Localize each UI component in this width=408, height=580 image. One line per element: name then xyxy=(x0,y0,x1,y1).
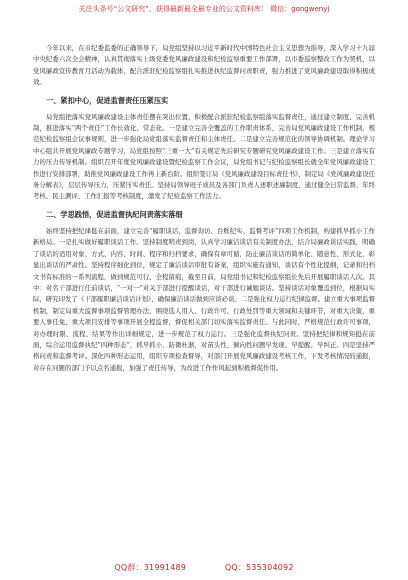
header-banner: 关注头条号“公文研究”，获得最新最全最专业的公文资料库！ 微信：gongwenyj xyxy=(78,5,330,13)
section-heading-2: 二、学思践悟，促进监督执纪问责落实落细 xyxy=(46,209,183,219)
section-2-paragraph: 始终坚持把纪律挺在前面，建立完善“履职谈话、监督询访、台账纪实、监督考评”四项工作机制，构建抓早抓小工作新格局。一是扎实做好履职谈话工作。坚持制度明责到岗，认真学习廉洁谈话有关制度办法，结合局廉政谈话实践，明确了谈话的适用对象、方式、内容、时间、程序和归档要求，确保有章可循，防止廉洁谈话的简单化、随意性、形式化，彰显出谈话的严肃性。坚持程序细化到位，规定了廉洁谈话审批有备案，组织实施有通知，谈话有个性化提纲，记录和归档文书有标准的一系列流程，做到规范可行、全程留痕，截至目前，局党组书记和纪检监察组长先后开展履职谈话人次。其中：对名干部进行任前谈话，“一对一”对关于部进行提醒谈话，对干部进行诫勉谈话。坚持谈话对象覆盖到位，根据局实际，研究印发了《干部履职廉洁谈话计划》，确保廉洁谈话做到应谈必谈。二是强化权力运行纪律监督。建立重大事项监督机制，制定局重大监督事项监督管理办法，围绕选人用人、行政许可、行政处罚等重大领域和关键环节，对重大决策、重要人事任免、重大项目安排等事项开展全程监督，督促相关部门切实落实监督责任。与此同时，严格规范行政许可事项，对办理时限、流程、结果等作出详细规定，进一步规范了权力运行。三是强化监督执纪问责。坚持把纪律和规矩挺在前面，综合运用监督执纪“四种形态”，抓早抓小、防微杜渐，对苗头性、倾向性问题早发现、早提醒、早纠正。四是坚持严格问责和监督考评。深化四种形态运用，组织专项检查督导，对部门开展党风廉政建设考核工作，下发考核情况的通报，对存在问题的部门予以点名通报，加强了责任传导，为改进工作作风起到积极督促作用。 xyxy=(33,226,375,372)
section-heading-1: 一、紧扣中心，促进监督责任压紧压实 xyxy=(46,95,169,105)
section-1-paragraph: 局党组把落实党风廉政建设主体责任摆在突出位置，积极配合派驻纪检监察组落实监督责任，通过建立制度、完善机制，推进落实“两个责任”工作长效化、常态化。一是建立完善全覆盖的工作职责体系，完善局党风廉政建设工作机制，规范纪检监察组会议事规则，进一步强化局党组落实监督责任和主体责任。二是建立完善规范化的领导协调机制。理论学习中心组共开展党风廉政专题学习，局党组按照“三重一大”有关规定先后研究专题研究党风廉政建设工作。三是建立落实有力的压力传导机制。组织召开年度党风廉政建设暨纪检监察工作会议，局党组书记与纪检监察组长就全年党风廉政建设工作进行安排部署，助推党风廉政建设工作再上新台阶。组织签订局《党风廉政建设目标责任书》，制定局《党风廉政建设任务分解表》，层层传导压力，压紧压实责任。坚持局领导班子成员及各部门负责人述职述廉制度，通过健全日常监督、年终考核、民主测评、工作汇报等考核制度，激发了纪检监察工作活力。 xyxy=(33,112,375,201)
document-body xyxy=(33,43,375,374)
footer-qq: QQ：535304092 xyxy=(224,563,294,572)
intro-paragraph: 今年以来，在市纪委监委的正确领导下，局党组坚持以习近平新时代中国特色社会主义思想为指导，深入学习十九届中央纪委六次全会精神，认真贯彻落实上级党委党风廉政建设和纪检监察重要工作部署，以市委巡察整改工作为契机，以党风廉政宣传教育月活动为载体，配合派驻纪检监察组扎实推进执纪监督问责职责，强力推进了党风廉政建设取得积极成效。 xyxy=(33,44,375,87)
footer-contact xyxy=(0,562,408,573)
footer-qq-group: QQ群：31991489 xyxy=(114,563,187,572)
